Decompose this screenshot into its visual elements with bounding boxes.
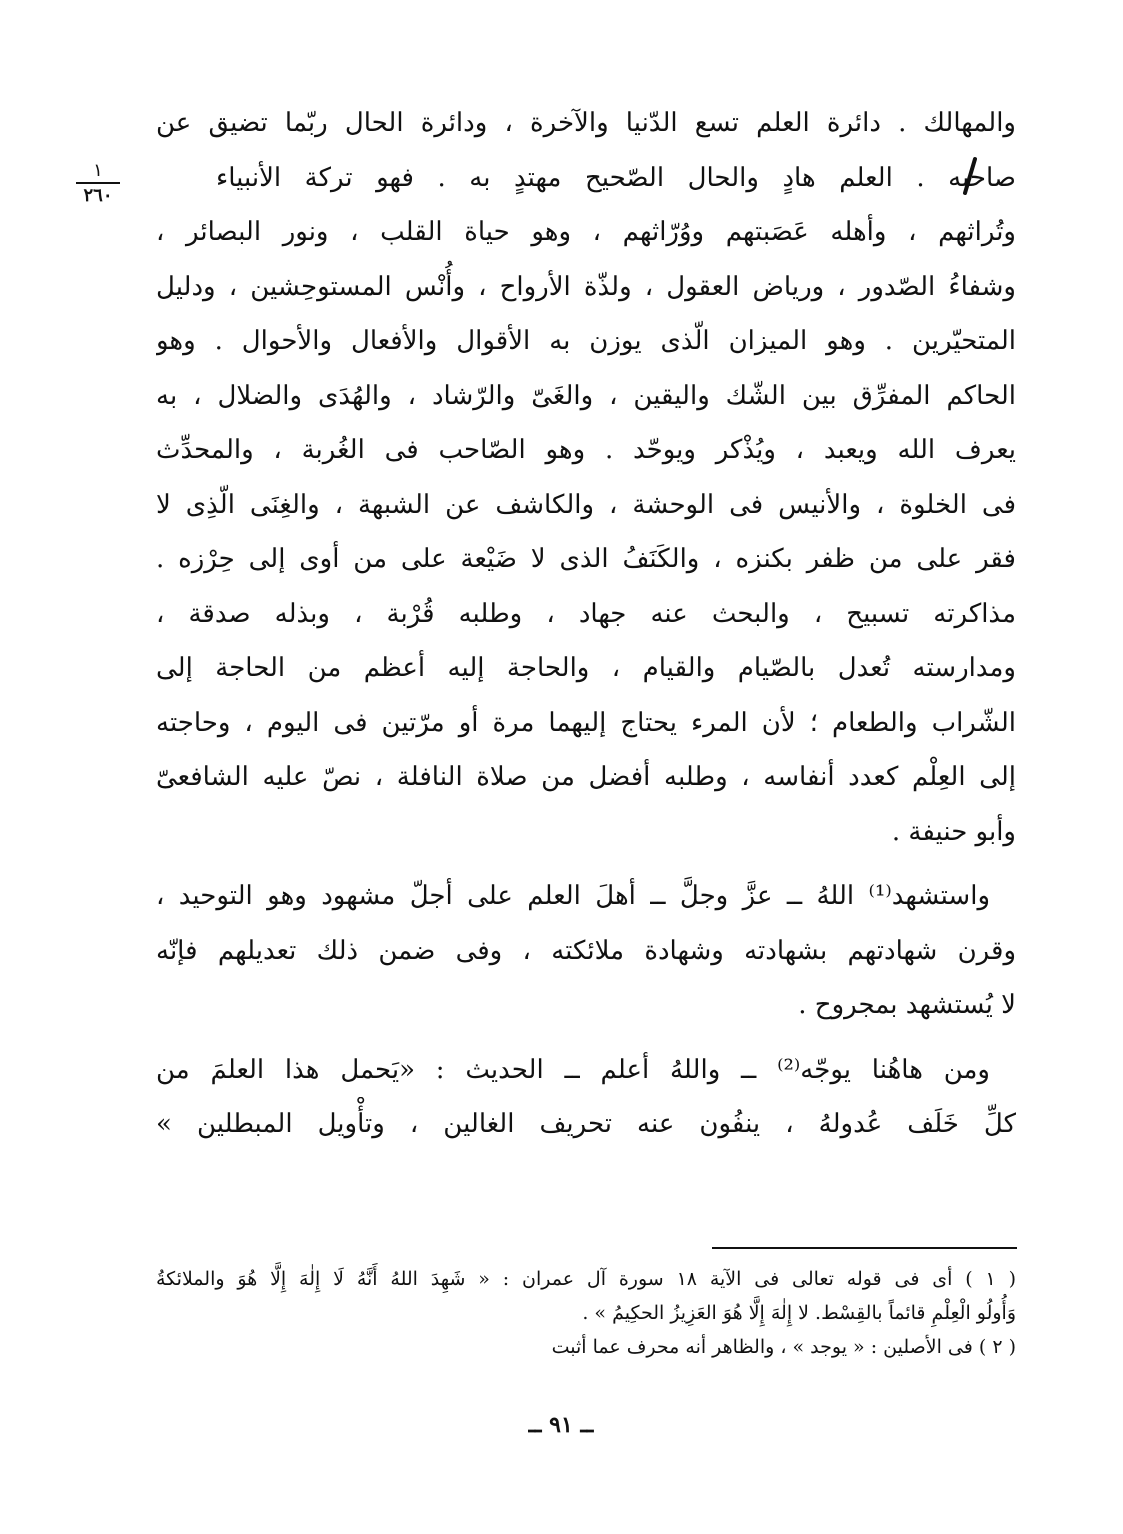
- paragraph-1: [156, 96, 1016, 859]
- text-line: وأبو حنيفة .: [891, 816, 1016, 847]
- text-line: إلى العِلْم كعدد أنفاسه ، وطلبه أفضل من صلاة النافلة ، نصّ عليه الشافعىّ: [156, 762, 1016, 792]
- text-line: وشفاءُ الصّدور ، ورياض العقول ، ولذّة الأرواح ، وأُنْس المستوحِشين ، ودليل: [156, 271, 1016, 302]
- text-line: الحاكم المفرِّق بين الشّك واليقين ، والغَىّ والرّشاد ، والهُدَى والضلال ، به: [156, 380, 1016, 411]
- text-line: ومن هاهُنا يوجّه⁽²⁾ ــ واللهُ أعلم ــ الحديث : «يَحمل هذا العلمَ من: [156, 1054, 990, 1085]
- footnotes: [156, 1262, 1016, 1364]
- text-line: الشّراب والطعام ؛ لأن المرء يحتاج إليهما مرة أو مرّتين فى اليوم ، وحاجته: [156, 707, 1016, 738]
- margin-page-reference: [70, 160, 126, 208]
- text-line: ومدارسته تُعدل بالصّيام والقيام ، والحاجة إليه أعظم من الحاجة إلى: [156, 653, 1016, 683]
- margin-reference-top: ١: [93, 160, 103, 181]
- footnote-line: ( ٢ ) فى الأصلين : « يوجد » ، والظاهر أنه محرف عما أثبت: [551, 1336, 1016, 1358]
- text-line: وقرن شهادتهم بشهادته وشهادة ملائكته ، وفى ضمن ذلك تعديلهم فإنّه: [156, 935, 1016, 966]
- text-line: يعرف الله ويعبد ، ويُذْكر ويوحّد . وهو الصّاحب فى الغُربة ، والمحدِّث: [156, 435, 1016, 465]
- margin-reference-bottom: ٢٦٠: [83, 185, 113, 206]
- text-line: فى الخلوة ، والأنيس فى الوحشة ، والكاشف عن الشبهة ، والغِنَى الّذِى لا: [156, 489, 1016, 520]
- footnote-line: ( ١ ) أى فى قوله تعالى فى الآية ١٨ سورة آل عمران : « شَهِدَ اللهُ أَنَّهُ لَا إِلٰهَ إِلَّا هُوَ والملائكةُ: [156, 1268, 1016, 1290]
- footnote-separator: [712, 1247, 1017, 1249]
- page-number: ــ ٩١ ــ: [528, 1412, 594, 1438]
- text-line: مذاكرته تسبيح ، والبحث عنه جهاد ، وطلبه قُرْبة ، وبذله صدقة ،: [156, 598, 1016, 629]
- text-line: كلِّ خَلَف عُدولهُ ، ينفُون عنه تحريف الغالين ، وتأْويل المبطلين »: [156, 1109, 1016, 1139]
- text-line: فقر على من ظفر بكنزه ، والكَنَفُ الذى لا ضَيْعة على من أوى إلى حِرْزه .: [156, 544, 1016, 574]
- text-line: لا يُستشهد بمجروح .: [798, 990, 1016, 1020]
- text-line: المتحيّرين . وهو الميزان الّذى يوزن به الأقوال والأفعال والأحوال . وهو: [156, 326, 1016, 356]
- footnote-line: وَأُولُو الْعِلْمِ قائماً بالقِسْط. لا إِلٰهَ إِلَّا هُوَ العَزِيزُ الحكِيمُ » .: [582, 1302, 1016, 1324]
- main-text: [156, 96, 1016, 1152]
- text-line: والمهالك . دائرة العلم تسع الدّنيا والآخرة ، ودائرة الحال ربّما تضيق عن: [156, 108, 1016, 138]
- paragraph-3: [156, 1043, 1016, 1152]
- text-line: صاحبه . العلم هادٍ والحال الصّحيح مهتدٍ به . فهو تركة الأنبياء: [216, 162, 1016, 193]
- paragraph-2: [156, 869, 1016, 1033]
- text-line: وتُراثهم ، وأهله عَصَبتهم ووُرّاثهم ، وهو حياة القلب ، ونور البصائر ،: [156, 217, 1016, 247]
- text-line: واستشهد⁽¹⁾ اللهُ ــ عزَّ وجلَّ ــ أهلَ العلم على أجلّ مشهود وهو التوحيد ،: [156, 881, 990, 911]
